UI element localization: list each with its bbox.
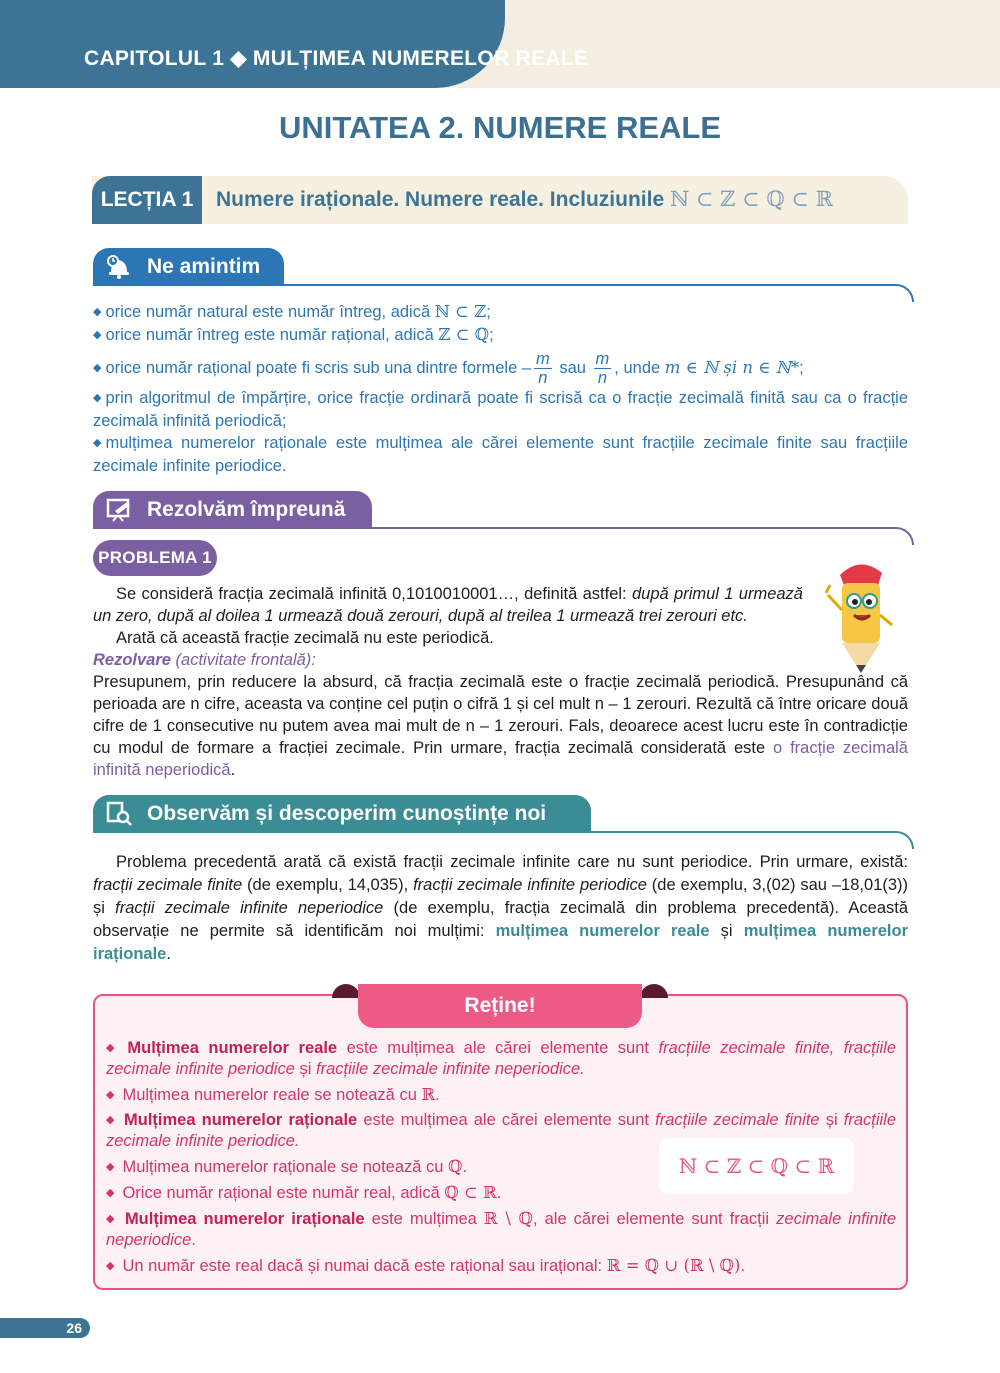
page-number: 26 xyxy=(0,1318,90,1338)
retine-scroll-right xyxy=(640,984,668,998)
list-item: ◆ mulțimea numerelor raționale este mulțimea ale cărei elemente sunt fracțiile zecimale finite sau fracțiile zecimale infinite periodice. xyxy=(93,434,908,475)
list-item: ◆ Un număr este real dacă și numai dacă este rațional sau irațional: ℝ = ℚ ∪ (ℝ \ ℚ). xyxy=(106,1256,746,1275)
retine-scroll-left xyxy=(332,984,360,998)
bell-clock-icon xyxy=(105,254,133,280)
section-discover-header xyxy=(93,795,591,833)
list-item: ◆ orice număr rațional poate fi scris sub una dintre formele – $\frac{m}{n}$ sau $\frac{m}{n}$ , unde m ∈ ℕ și n ∈ ℕ*; xyxy=(93,350,804,387)
list-item: ◆ Mulțimea numerelor iraționale este mulțimea ℝ \ ℚ, ale cărei elemente sunt fracții zecimale infinite neperiodice. xyxy=(106,1209,896,1249)
chapter-tab xyxy=(0,0,505,88)
section-recall-header xyxy=(93,248,284,286)
list-item: ◆ Orice număr rațional este număr real, adică ℚ ⊂ ℝ. xyxy=(106,1183,502,1202)
unit-title: UNITATEA 2. NUMERE REALE xyxy=(278,110,722,145)
list-item: ◆ Mulțimea numerelor reale se notează cu ℝ. xyxy=(106,1085,440,1104)
section-solve-title: Rezolvăm împreună xyxy=(147,498,346,521)
problem-tag: PROBLEMA 1 xyxy=(93,540,217,576)
list-item: ◆ orice număr natural este număr întreg, adică ℕ ⊂ ℤ; xyxy=(93,302,491,321)
list-item: ◆ Mulțimea numerelor reale este mulțimea ale cărei elemente sunt fracțiile zecimale finite, fracțiile zecimale infinite periodice și fracțiile zecimale infinite neperiodice. xyxy=(106,1039,897,1078)
lesson-title-text: Numere iraționale. Numere reale. Incluziunile xyxy=(216,188,670,211)
section-solve-line xyxy=(372,527,914,545)
list-item: ◆ Mulțimea numerelor raționale este mulțimea ale cărei elemente sunt fracțiile zecimale finite și fracțiile zecimale infinite periodice. xyxy=(106,1111,897,1150)
section-recall-title: Ne amintim xyxy=(147,255,261,278)
board-pen-icon xyxy=(105,497,133,523)
recall-list xyxy=(93,301,908,477)
list-item: ◆ prin algoritmul de împărțire, orice fracție ordinară poate fi scrisă ca o fracție zecimală finită sau ca o fracție zecimală infinită periodică; xyxy=(93,389,908,430)
magnifier-doc-icon xyxy=(105,801,133,827)
section-discover-title: Observăm și descoperim cunoștințe noi xyxy=(147,802,547,825)
section-solve-header xyxy=(93,491,372,529)
section-discover-line xyxy=(591,831,914,849)
lesson-tag: LECȚIA 1 xyxy=(92,176,202,224)
retine-title: Reține! xyxy=(358,984,642,1028)
discover-paragraph: Problema precedentă arată că există fracții zecimale infinite care nu sunt periodice. Prin urmare, există: fracții zecimale finite (de exemplu, 14,035), fracții zecimale infinite periodice (de exemplu, 3,(02) sau –18,01(3)) și fracții zecimale infinite neperiodice (de exemplu, fracția zecimală din problema precedentă). Această observație ne permite să identificăm noi mulțimi: mulțimea numerelor reale și mulțimea numerelor iraționale. xyxy=(93,853,909,963)
list-item: ◆ Mulțimea numerelor raționale se notează cu ℚ. xyxy=(106,1157,468,1176)
chapter-title: CAPITOLUL 1 ◆ MULȚIMEA NUMERELOR REALE xyxy=(84,47,589,70)
solution-block: Rezolvare (activitate frontală): Presupunem, prin reducere la absurd, că fracția zecimală este o fracție zecimală periodică. Presupunând că perioada are n cifre, aceasta va conține cel puțin o cifră 1 și cel mult n – 1 zerouri. Rezultă că între oricare două cifre de 1 consecutive nu putem avea mai mult de n – 1 zerouri. Fals, deoarece acest lucru este în contradicție cu modul de formare a fracției zecimale. Prin urmare, fracția zecimală considerată este o fracție zecimală infinită neperiodică. xyxy=(93,651,908,779)
lesson-title xyxy=(216,187,833,212)
pencil-mascot-image xyxy=(820,555,900,675)
inclusion-box: ℕ ⊂ ℤ ⊂ ℚ ⊂ ℝ xyxy=(659,1138,854,1194)
lesson-title-math: ℕ ⊂ ℤ ⊂ ℚ ⊂ ℝ xyxy=(669,187,834,211)
list-item: ◆ orice număr întreg este număr rațional, adică ℤ ⊂ ℚ; xyxy=(93,324,494,344)
problem-statement: Se consideră fracția zecimală infinită 0,1010010001…, definită astfel: după primul 1 urmează un zero, după al doilea 1 urmează două zerouri, după al treilea 1 urmează trei zerouri etc. Arată că această fracție zecimală nu este periodică. xyxy=(93,585,803,647)
section-recall-line xyxy=(284,284,914,302)
